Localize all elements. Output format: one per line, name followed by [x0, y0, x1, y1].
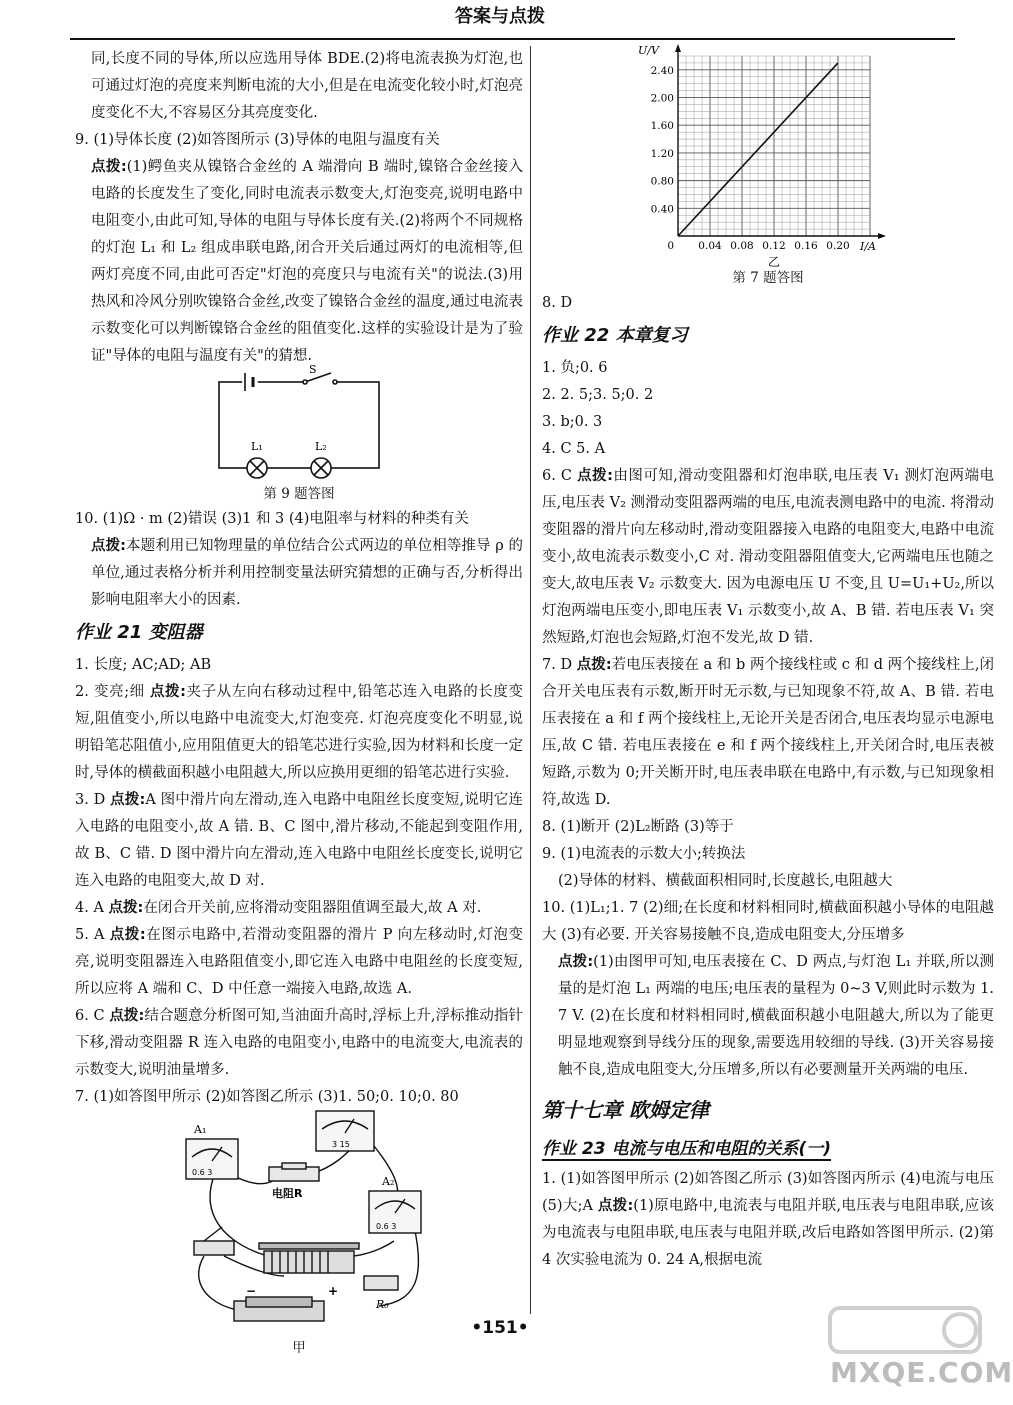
hw22-b10: 10. (1)L₁;1. 7 (2)细;在长度和材料相同时,横截面积越小导体的电阻越大 (3)有必要. 开关容易接触不良,造成电阻变大,分压增多 — [542, 900, 994, 943]
fig7-scale-a1: 0.6 3 — [192, 1168, 213, 1177]
watermark-text: MXQE.COM — [830, 1356, 1013, 1389]
hw23-heading — [542, 1132, 994, 1166]
hw21-a6 — [75, 1003, 523, 1084]
q9-tip-text: (1)鳄鱼夹从镍铬合金丝的 A 端滑向 B 端时,镍铬合金丝接入电路的长度发生了变化,同时电流表示数变大,灯泡变亮,说明电路中电阻变小,由此可知,导体的电阻与导体长度有关.(2)将两个不同规格的灯泡 L₁ 和 L₂ 组成串联电路,闭合开关后通过两灯的电流相等,但两灯亮度不同,由此可否定"灯泡的亮度只与电流有关"的说法.(3)用热风和冷风分别吹镍铬合金丝,改变了镍铬合金丝的温度,通过电流表示数变化可以判断镍铬合金丝的阻值变化.这样的实验设计是为了验证"导体的电阻与温度有关"的猜想. — [91, 159, 523, 364]
fig7-scale-v: 3 15 — [332, 1140, 350, 1149]
c1-pre: 1. (1)如答图甲所示 (2)如答图乙所示 (3)如答图丙所示 (4)电流与电压 (5)大;A — [542, 1171, 994, 1214]
a6-pre: 6. C — [75, 1008, 110, 1024]
right-column — [542, 46, 994, 1274]
fig7-apparatus-diagram — [164, 1111, 434, 1336]
tip-label: 点拨: — [558, 954, 594, 970]
q10-answer: 10. (1)Ω · m (2)错误 (3)1 和 3 (4)电阻率与材料的种类有关 — [75, 511, 469, 527]
tip-label: 点拨: — [91, 159, 127, 175]
tip-label: 点拨: — [149, 684, 186, 700]
a5-pre: 5. A — [75, 927, 110, 943]
hw21-a1: 1. 长度; AC;AD; AB — [75, 657, 212, 673]
page-number: •151• — [471, 1318, 529, 1338]
x-axis-arrow — [878, 233, 886, 239]
fig7-label-r0: R₀ — [376, 1298, 389, 1311]
tip-label: 点拨: — [109, 927, 146, 943]
y-axis-arrow — [675, 44, 681, 52]
fig9-label-l2: L₂ — [315, 440, 327, 453]
fig7a-caption: 甲 — [292, 1340, 306, 1356]
hw22-b3: 3. b;0. 3 — [542, 414, 603, 430]
origin-label: 0 — [667, 240, 674, 252]
q9-answer: 9. (1)导体长度 (2)如答图所示 (3)导体的电阻与温度有关 — [75, 132, 440, 148]
hw23-title: 作业 23 电流与电压和电阻的关系(一) — [542, 1139, 832, 1159]
hw23-c1 — [542, 1166, 994, 1274]
a6-text: 结合题意分析图可知,当油面升高时,浮标上升,浮标推动指针下移,滑动变阻器 R 连入电路的电阻变小,电路中的电流变大,电流表的示数变大,说明油量增多. — [75, 1008, 523, 1078]
y-tick-label: 1.20 — [650, 147, 674, 160]
b10-tip-text: (1)由图甲可知,电压表接在 C、D 两点,与灯泡 L₁ 并联,所以测量的是灯泡 L₁ 两端的电压;电压表的量程为 0~3 V,则此时示数为 1. 7 V. (2)在长度和材料相同时,横截面积越小电阻越大,所以为了能更明显地观察到导线分压的现象,需要选用较细的导线. (3)开关容易接触不良,造成电阻变大,分压增多,所以有必要测量开关两端的电压. — [558, 954, 994, 1078]
x-tick-label: 0.04 — [698, 240, 722, 252]
tip-label: 点拨: — [108, 900, 144, 916]
hw21-a3 — [75, 787, 523, 895]
y-tick-label: 0.80 — [650, 175, 674, 188]
fig7-scale-a2: 0.6 3 — [376, 1222, 397, 1231]
graph-grid — [678, 56, 870, 236]
tip-label: 点拨: — [597, 1198, 634, 1214]
x-tick-label: 0.12 — [762, 240, 786, 252]
hw22-b2: 2. 2. 5;3. 5;0. 2 — [542, 387, 654, 403]
hw21-a7: 7. (1)如答图甲所示 (2)如答图乙所示 (3)1. 50;0. 10;0. 80 — [75, 1089, 459, 1105]
fig7-graph-chart — [638, 44, 898, 269]
hw21-a4 — [75, 895, 523, 922]
tip-label: 点拨: — [109, 1008, 145, 1024]
y-tick-label: 0.40 — [650, 203, 674, 216]
a4-text: 在闭合开关前,应将滑动变阻器阻值调至最大,故 A 对. — [143, 900, 482, 916]
tip-label: 点拨: — [576, 657, 612, 673]
fig9-caption: 第 9 题答图 — [263, 486, 335, 502]
column-divider — [530, 46, 531, 1314]
a2-pre: 2. 变亮;细 — [75, 684, 150, 700]
hw22-heading: 作业 22 本章复习 — [542, 325, 688, 346]
b6-text: 由图可知,滑动变阻器和灯泡串联,电压表 V₁ 测灯泡两端电压,电压表 V₂ 测滑动变阻器两端的电压,电流表测电路中的电流. 将滑动变阻器的滑片向左移动时,滑动变阻器接入电路的电阻变大,电路中电流变小,故电流表示数变小,C 对. 滑动变阻器阻值变大,它两端电压也随之变大,故电压表 V₂ 示数变大. 因为电源电压 U 不变,且 U=U₁+U₂,所以灯泡两端电压变小,即电压表 V₁ 示数变小,故 A、B 错. 若电压表 V₁ 突然短路,灯泡也会短路,灯泡不发光,故 D 错. — [542, 468, 994, 646]
tip-label: 点拨: — [110, 792, 146, 808]
hw22-b1: 1. 负;0. 6 — [542, 360, 608, 376]
hw22-b6 — [542, 463, 994, 652]
a3-text: A 图中滑片向左滑动,连入电路中电阻丝长度变短,说明它连入电路的电阻变小,故 A 错. B、C 图中,滑片移动,不能起到变阻作用,故 B、C 错. D 图中滑片向左滑动,连入电路中电阻丝长度变长,说明它连入电路的电阻变大,故 D 对. — [75, 792, 523, 889]
graph-axes — [675, 44, 886, 239]
a4-pre: 4. A — [75, 900, 109, 916]
fig9-label-l1: L₁ — [251, 440, 263, 453]
b7-pre: 7. D — [542, 657, 577, 673]
x-tick-label: 0.20 — [826, 240, 850, 252]
rheostat-icon — [259, 1243, 359, 1273]
header-rule — [70, 38, 955, 40]
resistor-r-icon — [269, 1163, 319, 1181]
fig7-label-a1: A₁ — [194, 1123, 207, 1136]
a2-text: 夹子从左向右移动过程中,铅笔芯连入电路的长度变短,阻值变小,所以电路中电流变大,灯泡变亮. 灯泡亮度变化不明显,说明铅笔芯阻值小,应用阻值更大的铅笔芯进行实验,因为材料和长度一定时,导体的横截面积越小电阻越大,所以应换用更细的铅笔芯进行实验. — [75, 684, 523, 781]
graph-sublabel: 乙 — [768, 255, 781, 269]
hw22-b9b: (2)导体的材料、横截面积相同时,长度越长,电阻越大 — [558, 873, 893, 889]
graph-ylabel: U/V — [638, 44, 659, 57]
left-column — [75, 46, 523, 1360]
a3-pre: 3. D — [75, 792, 111, 808]
resistor-r0-icon — [364, 1276, 398, 1290]
header-title: 答案与点拨 — [455, 6, 545, 27]
fig7b-caption: 第 7 题答图 — [732, 270, 804, 286]
fig7-label-minus: − — [246, 1284, 257, 1298]
b7-text: 若电压表接在 a 和 b 两个接线柱或 c 和 d 两个接线柱上,闭合开关电压表有示数,断开时无示数,与已知现象不符,故 A、B 错. 若电压表接在 a 和 f 两个接线柱上,无论开关是否闭合,电压表均显示电源电压,故 C 错. 若电压表接在 e 和 f 两个接线柱上,开关闭合时,电压表被短路,示数为 0;开关断开时,电压表串联在电路中,有示数,与已知现象相符,故选 D. — [542, 657, 994, 808]
a5-text: 在图示电路中,若滑动变阻器的滑片 P 向左移动时,灯泡变亮,说明变阻器连入电路阻值变小,即它连入电路中电阻丝的长度变短,所以应将 A 端和 C、D 中任意一端接入电路,故选 A. — [75, 927, 523, 997]
hw22-b10-tip — [542, 949, 994, 1084]
fig9-circuit — [199, 363, 399, 482]
q10-tip-text: 本题利用已知物理量的单位结合公式两边的单位相等推导 ρ 的单位,通过表格分析并利用控制变量法研究猜想的正确与否,分析得出影响电阻率大小的因素. — [91, 538, 523, 608]
hw21-a2 — [75, 679, 523, 787]
switch-icon — [194, 1227, 234, 1255]
hw22-b9a: 9. (1)电流表的示数大小;转换法 — [542, 846, 746, 862]
y-tick-label: 2.00 — [650, 92, 674, 105]
hw21-a5 — [75, 922, 523, 1003]
right-a8: 8. D — [542, 295, 573, 311]
c1-text: (1)原电路中,电流表与电阻并联,电压表与电阻串联,应该为电流表与电阻串联,电压表与电阻并联,改后电路如答图甲所示. (2)第 4 次实验电流为 0. 24 A,根据电流 — [542, 1198, 994, 1268]
hw22-b4: 4. C 5. A — [542, 441, 606, 457]
watermark-logo — [820, 1300, 1013, 1400]
fig7-label-plus: + — [328, 1284, 339, 1298]
hw22-b8: 8. (1)断开 (2)L₂断路 (3)等于 — [542, 819, 734, 835]
q10-tip — [75, 533, 523, 614]
tip-label: 点拨: — [91, 538, 126, 554]
b6-pre: 6. C — [542, 468, 578, 484]
tip-label: 点拨: — [577, 468, 613, 484]
x-tick-label: 0.16 — [794, 240, 818, 252]
left-p1: 同,长度不同的导体,所以应选用导体 BDE.(2)将电流表换为灯泡,也可通过灯泡的亮度来判断电流的大小,但是在电流变化较小时,灯泡亮度变化不大,不容易区分其亮度变化. — [91, 51, 523, 121]
chapter17-heading: 第十七章 欧姆定律 — [542, 1098, 709, 1122]
hw21-heading: 作业 21 变阻器 — [75, 622, 203, 643]
y-tick-label: 2.40 — [650, 64, 674, 77]
fig7-label-a2: A₂ — [382, 1175, 395, 1188]
x-tick-label: 0.08 — [730, 240, 754, 252]
watermark-badge-icon — [820, 1300, 995, 1360]
fig9-label-s: S — [309, 363, 317, 376]
graph-xlabel: I/A — [860, 240, 876, 253]
page-header — [0, 0, 1000, 40]
hw22-b7 — [542, 652, 994, 814]
y-tick-label: 1.60 — [650, 120, 674, 133]
q9-tip — [75, 154, 523, 370]
fig7-label-r: 电阻R — [272, 1187, 303, 1200]
